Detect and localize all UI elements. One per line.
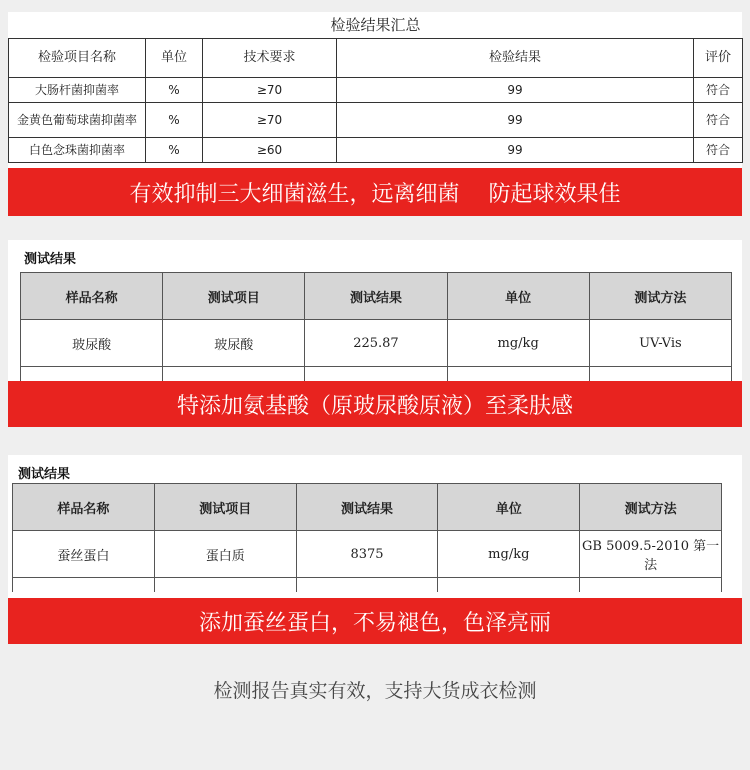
cell-unit: % [146, 103, 203, 138]
summary-table [8, 12, 743, 163]
cell-item: 玻尿酸 [163, 320, 305, 367]
cell-requirement: ≥70 [203, 78, 337, 103]
cell-requirement: ≥60 [203, 138, 337, 163]
header-test-item: 测试项目 [154, 484, 296, 531]
cell-item: 金黄色葡萄球菌抑菌率 [9, 103, 146, 138]
footer-note: 检测报告真实有效，支持大货成衣检测 [213, 680, 537, 702]
header-sample-name: 样品名称 [21, 273, 163, 320]
cell-method: GB 5009.5-2010 第一法 [580, 531, 722, 578]
cell-evaluation: 符合 [694, 138, 743, 163]
cell-result: 225.87 [305, 320, 447, 367]
cell-evaluation: 符合 [694, 103, 743, 138]
cell-item: 大肠杆菌抑菌率 [9, 78, 146, 103]
table-row [9, 138, 743, 163]
cell-requirement: ≥70 [203, 103, 337, 138]
header-requirement: 技术要求 [203, 39, 337, 78]
cell-result: 99 [337, 78, 694, 103]
cell-item: 白色念珠菌抑菌率 [9, 138, 146, 163]
cell-sample: 蚕丝蛋白 [13, 531, 155, 578]
summary-report [8, 12, 742, 168]
test-report-hyaluronic [8, 240, 742, 381]
header-test-method: 测试方法 [589, 273, 731, 320]
header-result: 检验结果 [337, 39, 694, 78]
cell-unit: % [146, 78, 203, 103]
cell-evaluation: 符合 [694, 78, 743, 103]
header-unit: 单位 [146, 39, 203, 78]
cell-item: 蛋白质 [154, 531, 296, 578]
test-table [20, 272, 732, 381]
header-unit: 单位 [447, 273, 589, 320]
cell-sample: 玻尿酸 [21, 320, 163, 367]
table-row [21, 320, 732, 367]
header-item-name: 检验项目名称 [9, 39, 146, 78]
summary-title: 检验结果汇总 [9, 12, 743, 39]
header-test-method: 测试方法 [580, 484, 722, 531]
header-test-item: 测试项目 [163, 273, 305, 320]
banner-silk-protein: 添加蚕丝蛋白，不易褪色，色泽亮丽 [8, 598, 742, 644]
cell-unit: mg/kg [438, 531, 580, 578]
cell-result: 99 [337, 103, 694, 138]
table-row [9, 78, 743, 103]
test-report-silk-protein [8, 455, 742, 598]
cell-result: 99 [337, 138, 694, 163]
cell-unit: mg/kg [447, 320, 589, 367]
cell-unit: % [146, 138, 203, 163]
header-evaluation: 评价 [694, 39, 743, 78]
header-test-result: 测试结果 [305, 273, 447, 320]
header-unit: 单位 [438, 484, 580, 531]
table-row [13, 531, 722, 578]
header-sample-name: 样品名称 [13, 484, 155, 531]
cell-result: 8375 [296, 531, 438, 578]
banner-antibacterial: 有效抑制三大细菌滋生，远离细菌 防起球效果佳 [8, 168, 742, 216]
test-label: 测试结果 [18, 467, 71, 482]
banner-amino-acid: 特添加氨基酸（原玻尿酸原液）至柔肤感 [8, 381, 742, 427]
table-row [9, 103, 743, 138]
header-test-result: 测试结果 [296, 484, 438, 531]
test-table [12, 483, 722, 592]
cell-method: UV-Vis [589, 320, 731, 367]
test-label: 测试结果 [24, 252, 77, 267]
